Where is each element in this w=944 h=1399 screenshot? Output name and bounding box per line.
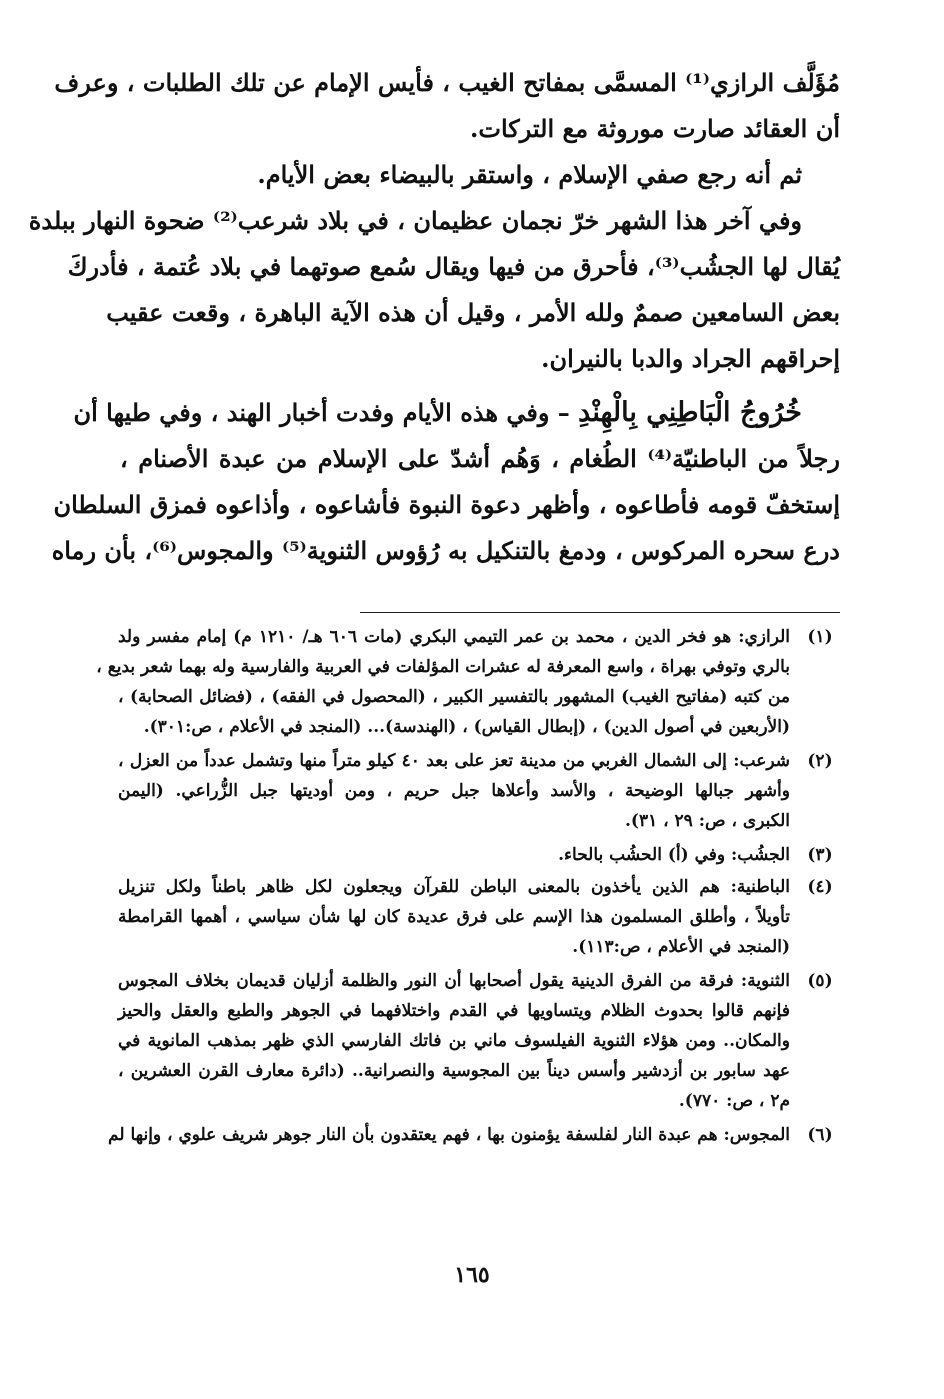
- footnote-line: من كتبه (مفاتيح الغيب) المشهور بالتفسير الكبير ، (المحصول في الفقه) ، (فضائل الصحابة) ،: [118, 687, 790, 707]
- footnote-line: المجوس: هم عبدة النار لفلسفة يؤمنون بها ، فهم يعتقدون بأن النار جوهر شريف علوي ، وإنها لم: [108, 1125, 790, 1145]
- body-line-4: وفي آخر هذا الشهر خرّ نجمان عظيمان ، في بلاد شرعب⁽²⁾ ضحوة النهار ببلدة: [28, 206, 802, 235]
- footnote-line: الكبرى ، ص: ٢٩ ، ٣١).: [624, 811, 790, 831]
- footnote-5: [118, 966, 840, 1116]
- section-line-4: درع سحره المركوس ، ودمغ بالتنكيل به رُؤوس الثنوية⁽⁵⁾ والمجوس⁽⁶⁾، بأن رماه: [51, 536, 840, 565]
- footnote-line: والمكان.. ومن هؤلاء الثنوية الفيلسوف ماني بن فاتك الفارسي الذي ظهر بمذهب المانوية في: [118, 1031, 790, 1051]
- footnote-line: (الأربعين في أصول الدين) ، (إبطال القياس) ، (الهندسة)... (المنجد في الأعلام ، ص:٣٠١).: [143, 717, 790, 737]
- section-line-1: – وفي هذه الأيام وفدت أخبار الهند ، وفي طيها أن: [73, 398, 570, 427]
- body-line-2: أن العقائد صارت موروثة مع التركات.: [470, 114, 840, 143]
- page-number: ١٦٥: [454, 1262, 490, 1288]
- footnote-line: بالري وتوفي بهراة ، واسع المعرفة له عشرات المؤلفات في العربية والفارسية وله بهما شعر بديع ،: [96, 657, 790, 677]
- footnote-4: [118, 872, 840, 962]
- main-text: [28, 60, 840, 574]
- footnote-line: وأشهر جبالها الوضيحة ، والأسد وأعلاها جبل حريم ، ومن أوديتها جبل الزُّراعي. (اليمن: [118, 781, 790, 801]
- footnote-divider: [360, 612, 840, 613]
- footnote-line: شرعب: إلى الشمال الغربي من مدينة تعز على بعد ٤٠ كيلو متراً منها وتشمل عدداً من العزل ،: [118, 751, 790, 771]
- footnote-3: [118, 840, 840, 870]
- body-line-5: يُقال لها الجشُب⁽³⁾، فأحرق من فيها ويقال سُمع صوتهما في بلاد عُتمة ، فأدركَ: [67, 252, 840, 281]
- footnote-number: (٥): [807, 971, 833, 991]
- footnote-line: الثنوية: فرقة من الفرق الدينية يقول أصحابها أن النور والظلمة أزليان قديمان بخلاف المجوس: [118, 971, 790, 991]
- section-title: خُرُوجُ الْبَاطِنِي بِالْهِنْدِ: [578, 397, 802, 428]
- footnote-number: (٢): [807, 751, 833, 771]
- footnote-line: الجشُب: وفي (أ) الحشُب بالحاء.: [558, 845, 790, 865]
- footnote-line: (المنجد في الأعلام ، ص:١١٣).: [572, 937, 790, 957]
- body-line-7: إحراقهم الجراد والدبا بالنيران.: [541, 344, 840, 373]
- footnote-number: (٦): [807, 1125, 833, 1145]
- footnote-line: فإنهم قالوا بحدوث الظلام ويتساويها في القدم واختلافهما في الجوهر والطبع والعقل والحيز: [118, 1001, 790, 1021]
- body-line-3: ثم أنه رجع صفي الإسلام ، واستقر بالبيضاء بعض الأيام.: [257, 160, 802, 189]
- footnotes: [96, 622, 840, 1150]
- footnote-1: [96, 622, 840, 742]
- footnote-number: (٣): [807, 845, 833, 865]
- footnote-number: (١): [807, 627, 833, 647]
- footnote-2: [118, 746, 840, 836]
- footnote-line: الرازي: هو فخر الدين ، محمد بن عمر التيمي البكري (مات ٦٠٦ هـ/ ١٢١٠ م) إمام مفسر ولد: [118, 627, 790, 647]
- footnote-number: (٤): [807, 877, 833, 897]
- footnote-line: تأويلاً ، وأطلق المسلمون هذا الإسم على فرق عديدة كان لها شأن سياسي ، أهمها القرامطة: [118, 907, 790, 927]
- section-heading-line: [73, 390, 840, 436]
- section-line-2: رجلاً من الباطنيّة⁽⁴⁾ الطُغام ، وَهُم أشدّ على الإسلام من عبدة الأصنام ،: [120, 444, 840, 473]
- footnote-line: عهد سابور بن أزدشير وأسس ديناً بين المجوسية والنصرانية.. (دائرة معارف القرن العشرين ،: [118, 1061, 790, 1081]
- body-line-6: بعض السامعين صممٌ ولله الأمر ، وقيل أن هذه الآية الباهرة ، وقعت عقيب: [106, 298, 840, 327]
- body-line-1: مُؤَلَّف الرازي⁽¹⁾ المسمَّى بمفاتح الغيب ، فأيس الإمام عن تلك الطلبات ، وعرف: [54, 68, 840, 97]
- footnote-6: [108, 1120, 840, 1150]
- footnote-line: الباطنية: هم الذين يأخذون بالمعنى الباطن للقرآن ويجعلون لكل ظاهر باطناً ولكل تنزيل: [118, 877, 790, 897]
- section-line-3: إستخفّ قومه فأطاعوه ، وأظهر دعوة النبوة فأشاعوه ، وأذاعوه فمزق السلطان: [53, 490, 840, 519]
- footnote-line: م٢ ، ص: ٧٧٠).: [678, 1091, 790, 1111]
